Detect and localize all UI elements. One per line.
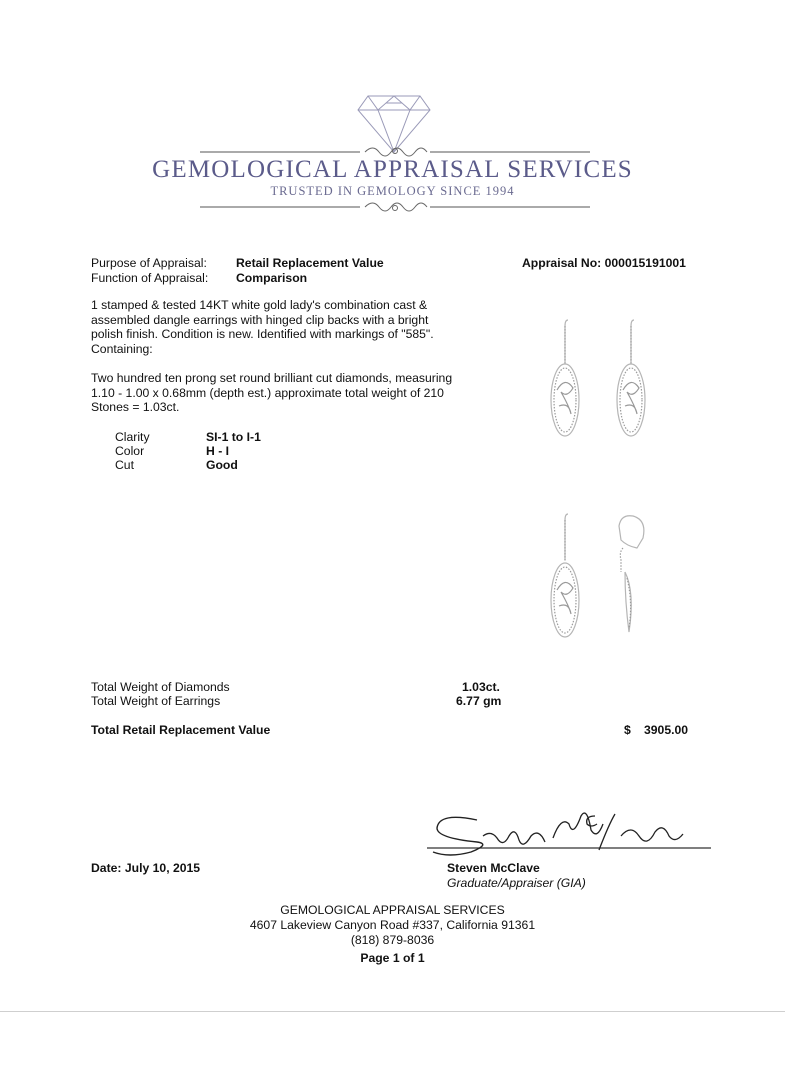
grade-value: SI-1 to I-1 (206, 430, 261, 444)
diamond-description (91, 371, 491, 415)
grade-value: Good (206, 458, 238, 472)
diamond-line: Stones = 1.03ct. (91, 400, 180, 414)
function-label: Function of Appraisal: (91, 271, 209, 285)
total-diamonds-label: Total Weight of Diamonds (91, 680, 230, 694)
description-line: Containing: (91, 341, 153, 356)
grade-value: H - I (206, 444, 230, 458)
ornament-bottom-rule (200, 199, 590, 215)
company-title: GEMOLOGICAL APPRAISAL SERVICES (152, 156, 633, 183)
description-line: assembled dangle earrings with hinged clip backs with a bright (91, 312, 429, 327)
appraiser-title: Graduate/Appraiser (GIA) (447, 876, 586, 890)
footer-address: 4607 Lakeview Canyon Road #337, California 91361 (249, 918, 536, 932)
company-tagline: TRUSTED IN GEMOLOGY SINCE 1994 (270, 184, 515, 198)
total-earrings-label: Total Weight of Earrings (91, 694, 221, 708)
description-line: polish finish. Condition is new. Identified with markings of "585". (91, 327, 434, 341)
total-retail-label: Total Retail Replacement Value (91, 723, 271, 737)
appraisal-number: Appraisal No: 000015191001 (522, 256, 686, 270)
earrings-front-photo (545, 318, 655, 438)
page-number: Page 1 of 1 (360, 951, 425, 965)
diamond-line: 1.10 - 1.00 x 0.68mm (depth est.) approximate total weight of 210 (91, 385, 444, 400)
description-line: 1 stamped & tested 14KT white gold lady's combination cast & (91, 298, 428, 312)
purpose-value: Retail Replacement Value (236, 256, 384, 270)
grade-label: Cut (115, 458, 134, 472)
total-earrings-value: 6.77 gm (456, 694, 502, 708)
item-description (91, 298, 491, 356)
appraiser-name: Steven McClave (447, 861, 540, 875)
total-retail-value: 3905.00 (644, 723, 689, 737)
grade-label: Color (115, 444, 145, 458)
footer-company: GEMOLOGICAL APPRAISAL SERVICES (280, 903, 505, 917)
page-edge-divider (0, 1011, 785, 1012)
footer-phone: (818) 879-8036 (350, 933, 435, 947)
appraiser-signature (425, 808, 715, 858)
function-value: Comparison (236, 271, 308, 285)
grade-label: Clarity (115, 430, 150, 444)
purpose-label: Purpose of Appraisal: (91, 256, 207, 270)
signoff-date: Date: July 10, 2015 (91, 861, 201, 875)
total-diamonds-value: 1.03ct. (462, 680, 500, 694)
earrings-side-photo (545, 512, 655, 642)
diamond-line: Two hundred ten prong set round brilliant cut diamonds, measuring (91, 371, 453, 385)
currency-symbol: $ (624, 723, 631, 737)
